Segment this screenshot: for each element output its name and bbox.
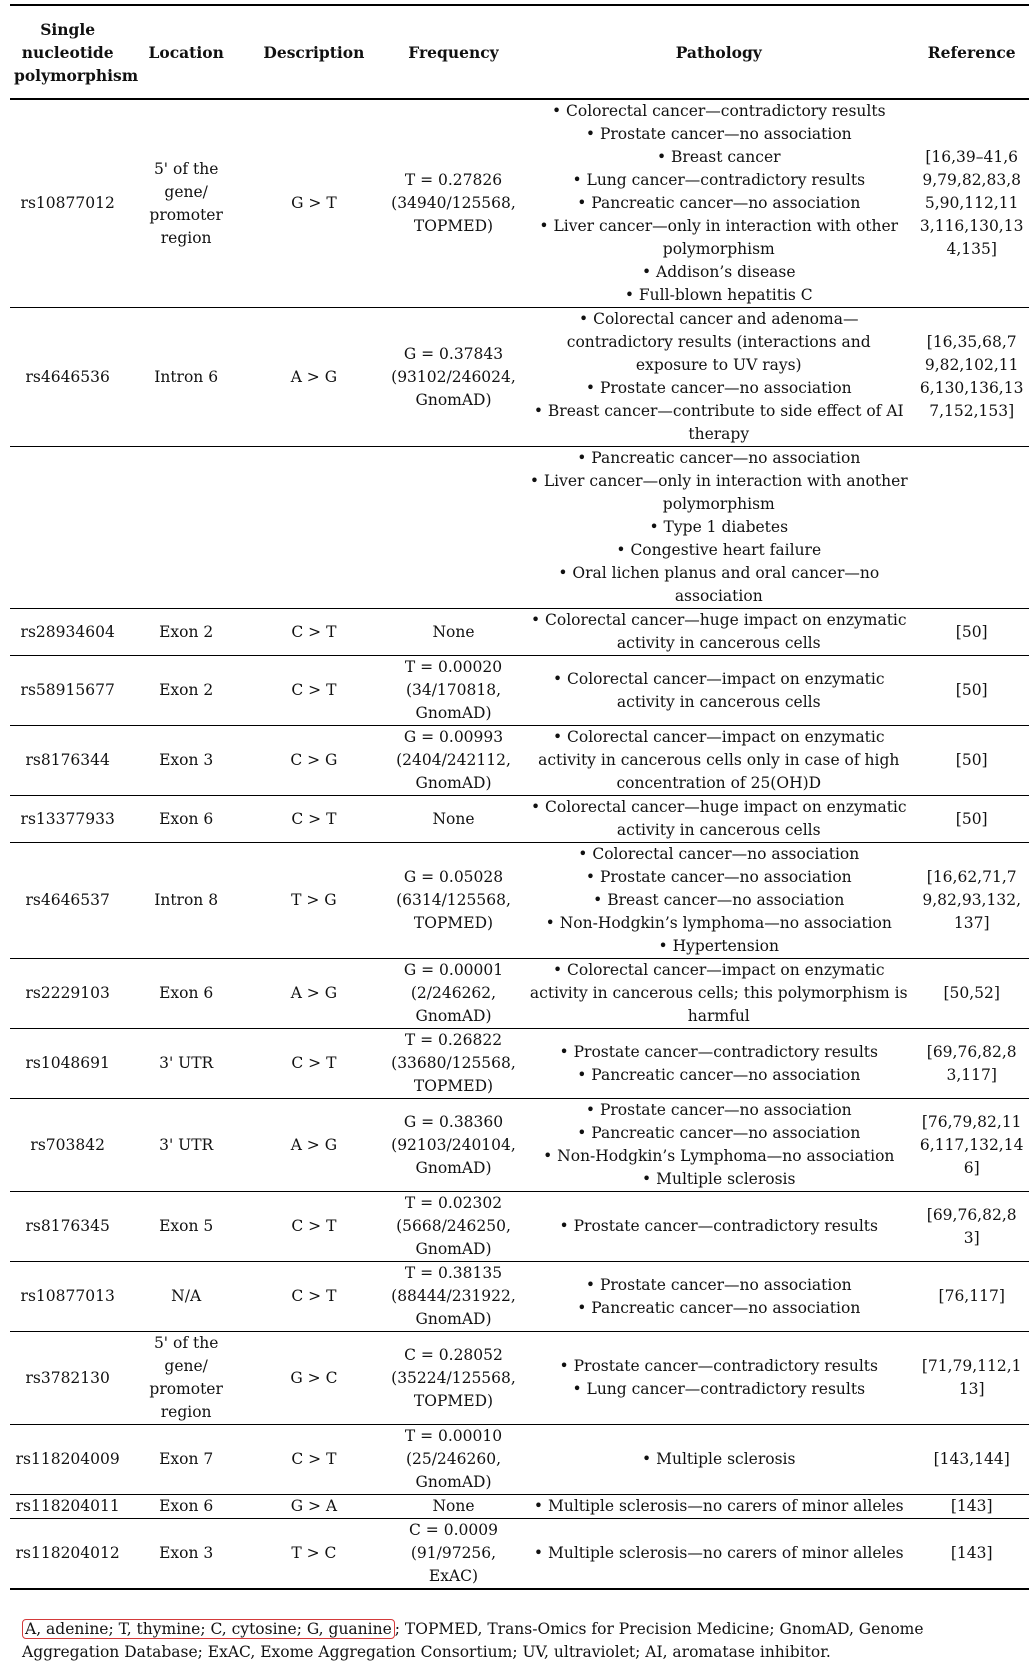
table-row <box>10 1192 1029 1262</box>
header-frequency: Frequency <box>408 42 499 62</box>
pathology-cell <box>526 1425 911 1495</box>
frequency-cell: C = 0.0009 (91/97256, ExAC) <box>409 1521 498 1585</box>
table-row <box>10 1495 1029 1519</box>
pathology-cell <box>526 447 911 609</box>
location-cell: Exon 3 <box>159 1544 214 1562</box>
snp-cell <box>10 447 125 609</box>
frequency-cell: T = 0.38135 (88444/231922, GnomAD) <box>391 1264 516 1328</box>
table-row <box>10 959 1029 1029</box>
pathology-item: • Colorectal cancer—impact on enzymatic activity in cancerous cells; this polymorphism is harmful <box>529 961 908 1025</box>
table-row <box>10 1029 1029 1099</box>
description-cell: C > T <box>291 1217 337 1235</box>
reference-cell: [143,144] <box>933 1450 1010 1468</box>
reference-cell: [16,35,68,79,82,102,116,130,136,137,152,153] <box>919 333 1024 420</box>
reference-cell: [50] <box>955 751 988 769</box>
frequency-cell: T = 0.00020 (34/170818, GnomAD) <box>404 658 503 722</box>
table-row <box>10 1519 1029 1590</box>
location-cell: 5' of the gene/ promoter region <box>149 1334 223 1421</box>
table-row <box>10 308 1029 447</box>
pathology-item: • Hypertension <box>658 937 779 955</box>
snp-cell: rs4646536 <box>25 367 110 386</box>
table-row <box>10 1099 1029 1192</box>
reference-cell: [76,79,82,116,117,132,146] <box>919 1112 1024 1177</box>
pathology-cell <box>526 609 911 656</box>
pathology-item: • Liver cancer—only in interaction with another polymorphism <box>529 472 908 513</box>
location-cell: Exon 7 <box>159 1450 214 1468</box>
pathology-item: • Colorectal cancer—impact on enzymatic activity in cancerous cells <box>552 669 885 711</box>
description-cell: A > G <box>290 984 338 1002</box>
description-cell: C > T <box>291 1450 337 1468</box>
location-cell: Exon 3 <box>159 751 214 769</box>
snp-cell: rs10877013 <box>20 1287 115 1305</box>
header-snp: Single nucleotide polymorphism <box>14 19 139 85</box>
snp-cell: rs58915677 <box>20 681 115 699</box>
pathology-cell <box>526 1192 911 1262</box>
location-cell <box>125 447 247 609</box>
pathology-item: • Non-Hodgkin’s lymphoma—no association <box>545 914 892 932</box>
pathology-item: • Prostate cancer—contradictory results <box>559 1217 878 1235</box>
pathology-item: • Prostate cancer—contradictory results <box>559 1042 878 1061</box>
table-row <box>10 609 1029 656</box>
description-cell: A > G <box>290 367 338 386</box>
pathology-item: • Breast cancer—contribute to side effect of AI therapy <box>533 402 904 443</box>
description-cell: T > C <box>291 1544 337 1562</box>
snp-table-container <box>10 4 1029 1590</box>
pathology-item: • Colorectal cancer—contradictory results <box>551 102 886 120</box>
description-cell: G > C <box>290 1368 338 1387</box>
frequency-cell: T = 0.00010 (25/246260, GnomAD) <box>404 1427 503 1491</box>
snp-cell: rs28934604 <box>20 622 115 641</box>
reference-cell: [50] <box>955 681 988 699</box>
table-row <box>10 726 1029 796</box>
table-row <box>10 99 1029 308</box>
table-header-row <box>10 5 1029 99</box>
location-cell: N/A <box>171 1287 202 1305</box>
snp-cell: rs118204009 <box>15 1450 120 1468</box>
frequency-cell: None <box>432 622 475 641</box>
description-cell: C > T <box>291 1054 337 1072</box>
pathology-item: • Addison’s disease <box>641 263 796 281</box>
header-reference: Reference <box>927 42 1016 62</box>
pathology-item: • Colorectal cancer—huge impact on enzymatic activity in cancerous cells <box>530 798 907 839</box>
location-cell: Intron 8 <box>154 891 219 909</box>
table-row <box>10 447 1029 609</box>
pathology-cell <box>526 796 911 843</box>
pathology-item: • Breast cancer <box>656 148 781 166</box>
snp-cell: rs8176345 <box>25 1217 110 1235</box>
reference-cell: [50] <box>955 622 988 641</box>
snp-cell: rs10877012 <box>20 194 115 212</box>
description-cell: A > G <box>290 1135 338 1154</box>
frequency-cell: G = 0.37843 (93102/246024, GnomAD) <box>391 344 516 409</box>
description-cell <box>247 447 381 609</box>
reference-cell: [69,76,82,83,117] <box>926 1042 1017 1084</box>
location-cell: 5' of the gene/ promoter region <box>149 159 223 247</box>
pathology-cell <box>526 959 911 1029</box>
snp-table <box>10 4 1029 1590</box>
pathology-item: • Congestive heart failure <box>616 541 822 559</box>
location-cell: 3' UTR <box>159 1054 214 1072</box>
reference-cell: [71,79,112,113] <box>921 1357 1022 1398</box>
reference-cell: [16,62,71,79,82,93,132,137] <box>922 868 1021 932</box>
pathology-item: • Type 1 diabetes <box>649 518 789 536</box>
snp-cell: rs4646537 <box>25 891 110 909</box>
description-cell: T > G <box>291 891 337 909</box>
reference-cell: [76,117] <box>938 1287 1005 1305</box>
reference-cell: [143] <box>950 1497 993 1515</box>
pathology-cell <box>526 308 911 447</box>
frequency-cell: None <box>432 809 475 828</box>
pathology-item: • Prostate cancer—no association <box>585 1101 852 1119</box>
location-cell: Exon 2 <box>159 622 214 641</box>
pathology-item: • Oral lichen planus and oral cancer—no association <box>558 564 880 605</box>
frequency-cell: T = 0.02302 (5668/246250, GnomAD) <box>396 1194 511 1258</box>
pathology-cell <box>526 843 911 959</box>
snp-cell: rs118204011 <box>15 1497 120 1515</box>
table-row <box>10 1262 1029 1332</box>
pathology-cell <box>526 656 911 726</box>
location-cell: Intron 6 <box>154 367 219 386</box>
pathology-item: • Prostate cancer—no association <box>585 868 852 886</box>
description-cell: C > T <box>291 809 337 828</box>
description-cell: G > A <box>290 1497 338 1515</box>
header-pathology: Pathology <box>675 42 762 62</box>
frequency-cell: G = 0.38360 (92103/240104, GnomAD) <box>391 1112 516 1177</box>
frequency-cell: C = 0.28052 (35224/125568, TOPMED) <box>391 1345 516 1410</box>
frequency-cell <box>381 447 526 609</box>
pathology-item: • Breast cancer—no association <box>593 891 845 909</box>
frequency-cell: G = 0.00001 (2/246262, GnomAD) <box>403 961 504 1025</box>
snp-cell: rs13377933 <box>20 809 115 828</box>
pathology-item: • Multiple sclerosis <box>642 1450 796 1468</box>
table-row <box>10 843 1029 959</box>
pathology-item: • Prostate cancer—no association <box>585 1275 852 1294</box>
pathology-item: • Pancreatic cancer—no association <box>577 1065 861 1084</box>
pathology-item: • Lung cancer—contradictory results <box>572 1380 866 1398</box>
pathology-cell <box>526 726 911 796</box>
frequency-cell: T = 0.26822 (33680/125568, TOPMED) <box>391 1031 516 1095</box>
location-cell: 3' UTR <box>159 1135 214 1154</box>
frequency-cell: T = 0.27826 (34940/125568, TOPMED) <box>391 171 516 235</box>
pathology-item: • Pancreatic cancer—no association <box>577 449 861 467</box>
reference-cell: [50] <box>955 809 988 828</box>
frequency-cell: None <box>432 1497 475 1515</box>
reference-cell: [50,52] <box>943 984 1000 1002</box>
pathology-item: • Pancreatic cancer—no association <box>577 194 861 212</box>
snp-cell: rs1048691 <box>25 1054 110 1072</box>
location-cell: Exon 6 <box>159 984 214 1002</box>
snp-cell: rs3782130 <box>25 1368 110 1387</box>
pathology-item: • Pancreatic cancer—no association <box>577 1124 861 1142</box>
location-cell: Exon 6 <box>159 809 214 828</box>
footnote-rest: ; TOPMED, Trans-Omics for Precision Medicine; GnomAD, Genome Aggregation Database; ExAC, Exome Aggregation Consortium; UV, ultraviolet; AI, aromatase inhibitor. <box>22 1620 924 1661</box>
pathology-cell <box>526 1099 911 1192</box>
pathology-item: • Multiple sclerosis <box>642 1170 796 1188</box>
reference-cell: [16,39–41,69,79,82,83,85,90,112,113,116,130,134,135] <box>919 148 1024 258</box>
location-cell: Exon 2 <box>159 681 214 699</box>
snp-cell: rs703842 <box>30 1135 105 1154</box>
pathology-cell <box>526 99 911 308</box>
pathology-item: • Non-Hodgkin’s Lymphoma—no association <box>543 1147 895 1165</box>
pathology-item: • Colorectal cancer—huge impact on enzymatic activity in cancerous cells <box>530 611 907 652</box>
pathology-item: • Colorectal cancer—impact on enzymatic activity in cancerous cells only in case of high concentration of 25(OH)D <box>538 728 900 792</box>
pathology-item: • Prostate cancer—contradictory results <box>559 1357 878 1375</box>
frequency-cell: G = 0.00993 (2404/242112, GnomAD) <box>396 728 511 792</box>
description-cell: G > T <box>291 194 337 212</box>
snp-cell: rs8176344 <box>25 751 110 769</box>
frequency-cell: G = 0.05028 (6314/125568, TOPMED) <box>396 868 511 932</box>
pathology-item: • Colorectal cancer—no association <box>578 845 860 863</box>
reference-cell: [69,76,82,83] <box>926 1205 1017 1247</box>
pathology-item: • Pancreatic cancer—no association <box>577 1298 861 1317</box>
pathology-item: • Prostate cancer—no association <box>585 379 852 397</box>
description-cell: C > T <box>291 622 337 641</box>
pathology-item: • Lung cancer—contradictory results <box>572 171 866 189</box>
table-row <box>10 1425 1029 1495</box>
pathology-cell <box>526 1332 911 1425</box>
pathology-cell <box>526 1495 911 1519</box>
pathology-item: • Multiple sclerosis—no carers of minor alleles <box>533 1497 904 1515</box>
pathology-cell <box>526 1262 911 1332</box>
reference-cell: [143] <box>950 1544 993 1562</box>
header-location: Location <box>148 42 224 62</box>
location-cell: Exon 5 <box>159 1217 214 1235</box>
pathology-cell <box>526 1029 911 1099</box>
snp-cell: rs2229103 <box>25 984 110 1002</box>
footnote-highlighted-abbreviations: A, adenine; T, thymine; C, cytosine; G, guanine <box>22 1619 395 1639</box>
reference-cell <box>911 447 1029 609</box>
table-body <box>10 99 1029 1589</box>
description-cell: C > T <box>291 1287 337 1305</box>
snp-cell: rs118204012 <box>15 1544 120 1562</box>
pathology-item: • Liver cancer—only in interaction with other polymorphism <box>539 217 899 258</box>
description-cell: C > T <box>291 681 337 699</box>
pathology-item: • Prostate cancer—no association <box>585 125 852 143</box>
pathology-cell <box>526 1519 911 1590</box>
pathology-item: • Multiple sclerosis—no carers of minor alleles <box>533 1544 904 1562</box>
table-row <box>10 1332 1029 1425</box>
description-cell: C > G <box>290 751 338 769</box>
table-footnote <box>22 1618 1022 1664</box>
header-description: Description <box>263 42 365 62</box>
table-row <box>10 656 1029 726</box>
location-cell: Exon 6 <box>159 1497 214 1515</box>
table-row <box>10 796 1029 843</box>
pathology-item: • Colorectal cancer and adenoma—contradictory results (interactions and exposure to UV rays) <box>566 310 871 374</box>
pathology-item: • Full-blown hepatitis C <box>624 286 813 304</box>
